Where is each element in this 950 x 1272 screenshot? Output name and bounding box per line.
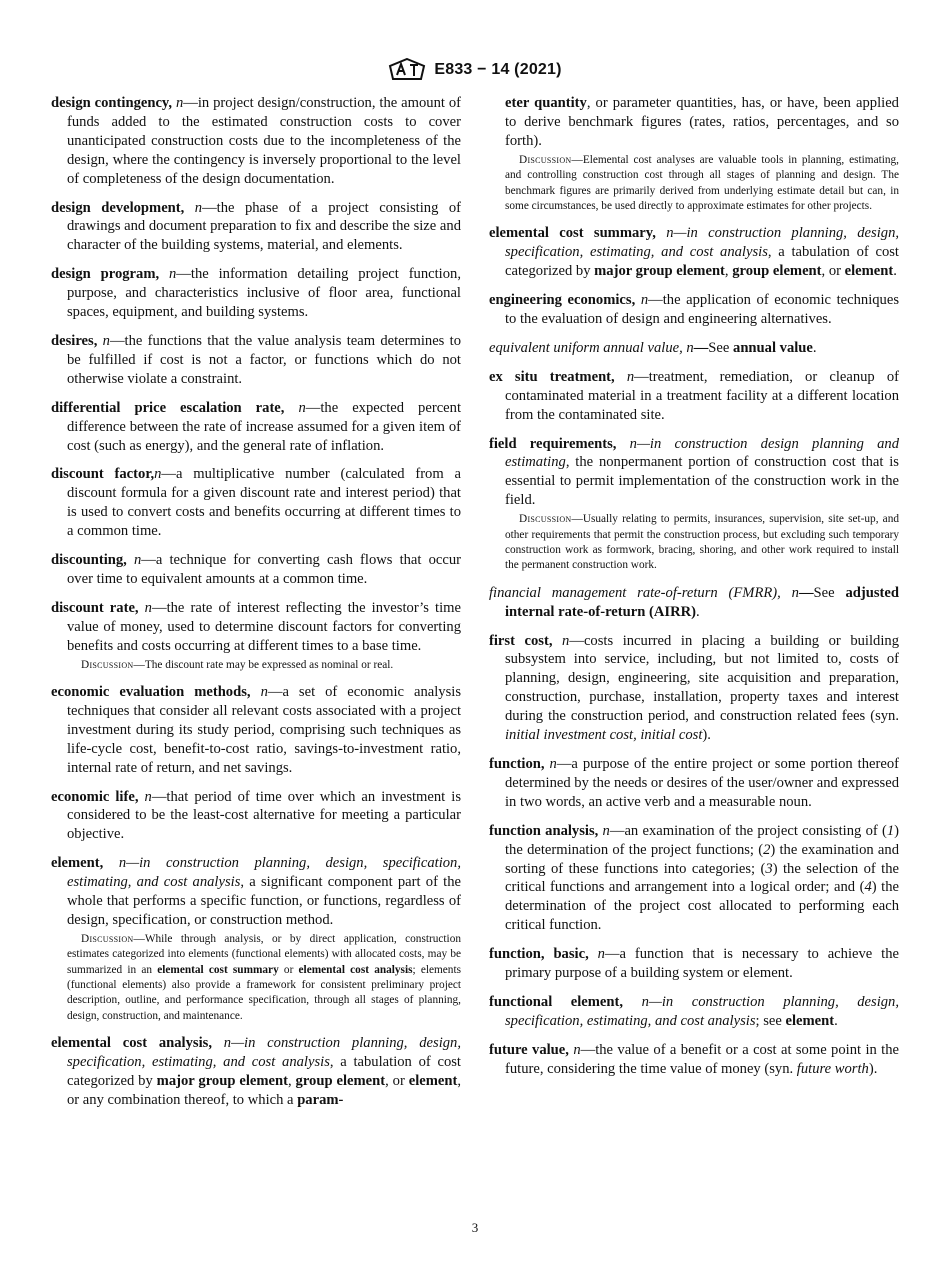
entry-equivalent-uniform-annual-value: equivalent uniform annual value, n—See annual value. [489,339,817,356]
entry-field-requirements: field requirements, n—in construction design planning and estimating, the nonpermanent portion of construction cost that is essential to permit implementation of the construction work in the field. [489,435,899,509]
designation: E833 − 14 (2021) [434,61,562,78]
entry-economic-life: economic life, n—that period of time over which an investment is considered to be the least-cost alternative for meeting a particular objective. [51,788,461,843]
entry-discount-rate: discount rate, n—the rate of interest reflecting the investor’s time value of money, used to determine discount factors for converting benefits and costs occurring at different times to a base time. [51,599,461,654]
entry-discounting: discounting, n—a technique for converting cash flows that occur over time to equivalent amounts at a common time. [51,552,461,587]
discussion-field-requirements: Discussion—Usually relating to permits, insurances, supervision, site set-up, and other requirements that permit the construction process, but excluding such temporary construction work as formwork, bracing, shoring, and other work required to install the permanent construction work. [505,513,899,572]
discussion-discount-rate: Discussion—The discount rate may be expressed as nominal or real. [81,658,394,671]
discussion-elemental-cost-analysis: Discussion—Elemental cost analyses are valuable tools in planning, estimating, and controlling construction cost through all stages of planning and design. The benchmark figures are primarily derived from underlying estimate detail but can, in some circumstances, be used directly to approximate estimates for other projects. [505,153,899,212]
entry-function-basic: function, basic, n—a function that is necessary to achieve the primary purpose of a building system or element. [489,946,899,982]
entry-elemental-cost-summary: elemental cost summary, n—in construction planning, design, specification, estimating, and cost analysis, a tabulation of cost categorized by major group element, group element, or element. [489,225,900,280]
entry-function: function, n—a purpose of the entire project or some portion thereof determined by the needs or desires of the user/owner and expressed in two words, an active verb and a measurable noun. [489,756,900,810]
entry-design-program: design program, n—the information detailing project function, purpose, and characteristics inclusive of floor area, functional spaces, equipment, and building systems. [51,266,461,321]
entry-first-cost: first cost, n—costs incurred in placing a building or building subsystem into service, including, but not limited to, costs of planning, design, engineering, site acquisition and preparation, construction, purchase, installation, property taxes and interest during the construction period, and construction related fees (syn. initial investment cost, initial cost). [489,632,899,744]
entry-desires: desires, n—the functions that the value analysis team determines to be fulfilled if cost is not a factor, or functions which do not otherwise violate a constraint. [51,332,461,387]
entry-design-contingency: design contingency, n—in project design/construction, the amount of funds added to the estimated construction costs to cover unanticipated construction costs due to the incompleteness of the design, where the contingency is inversely proportional to the level of completeness of the design documentation. [51,95,461,187]
entry-discount-factor: discount factor,n—a multiplicative number (calculated from a discount formula for a given discount rate and interest period) that is used to convert costs and benefits occurring at different times to a common time. [51,466,461,540]
entry-functional-element: functional element, n—in construction planning, design, specification, estimating, and cost analysis; see element. [489,993,900,1029]
entry-elemental-cost-analysis: elemental cost analysis, n—in construction planning, design, specification, estimating, and cost analysis, a tabulation of cost categorized by major group element, group element, or element, or any combination thereof, to which a param- [51,1035,462,1108]
discussion-element: Discussion—While through analysis, or by direct application, construction estimates categorized into elements (functional elements) with allocated costs, may be summarized in an elemental cost summary or elemental cost analysis; elements (functional elements) also provide a framework for consistent preliminary project description, outline, and performance specification, through all stages of planning, design, construction, and maintenance. [67,932,461,1022]
entry-elemental-cost-analysis-continued: eter quantity, or parameter quantities, has, or have, been applied to derive benchmark figures (rates, ratios, percentages, and so forth). [505,95,899,149]
entry-financial-management-rate-of-return: financial management rate-of-return (FMRR), n—See adjusted internal rate-of-return (AIRR). [489,584,899,620]
left-column [51,94,461,1120]
entry-economic-evaluation-methods: economic evaluation methods, n—a set of economic analysis techniques that consider all relevant costs associated with a project investment during its study period, comprising such techniques as life-cycle cost, benefit-to-cost ratio, savings-to-investment ratio, internal rate of return, and net savings. [51,683,462,776]
page-header [0,58,950,82]
entry-element: element, n—in construction planning, design, specification, estimating, and cost analysis, a significant component part of the whole that performs a specific function, or functions, regardless of design, specification, or construction method. [51,855,461,928]
entry-differential-price-escalation-rate: differential price escalation rate, n—the expected percent difference between the rate of increase assumed for a given item of cost (such as energy), and the general rate of inflation. [51,399,461,454]
astm-logo-icon [388,58,426,82]
entry-design-development: design development, n—the phase of a project consisting of drawings and document preparation to fix and describe the size and character of the building systems, material, and elements. [51,199,462,254]
entry-function-analysis: function analysis, n—an examination of the project consisting of (1) the determination of the project functions; (2) the examination and sorting of these functions into categories; (3) the selection of the critical functions and arrangement into a logical order; and (4) the determination of the project cost allocated to performing each critical function. [489,822,900,934]
page-number: 3 [471,1220,479,1235]
entry-engineering-economics: engineering economics, n—the application of economic techniques to the evaluation of design and engineering alternatives. [489,292,900,327]
right-column [489,94,899,1089]
entry-future-value: future value, n—the value of a benefit or a cost at some point in the future, considering the time value of money (syn. future worth). [489,1041,900,1077]
entry-ex-situ-treatment: ex situ treatment, n—treatment, remediation, or cleanup of contaminated material in a treatment facility at a different location from the contaminated site. [489,368,899,423]
